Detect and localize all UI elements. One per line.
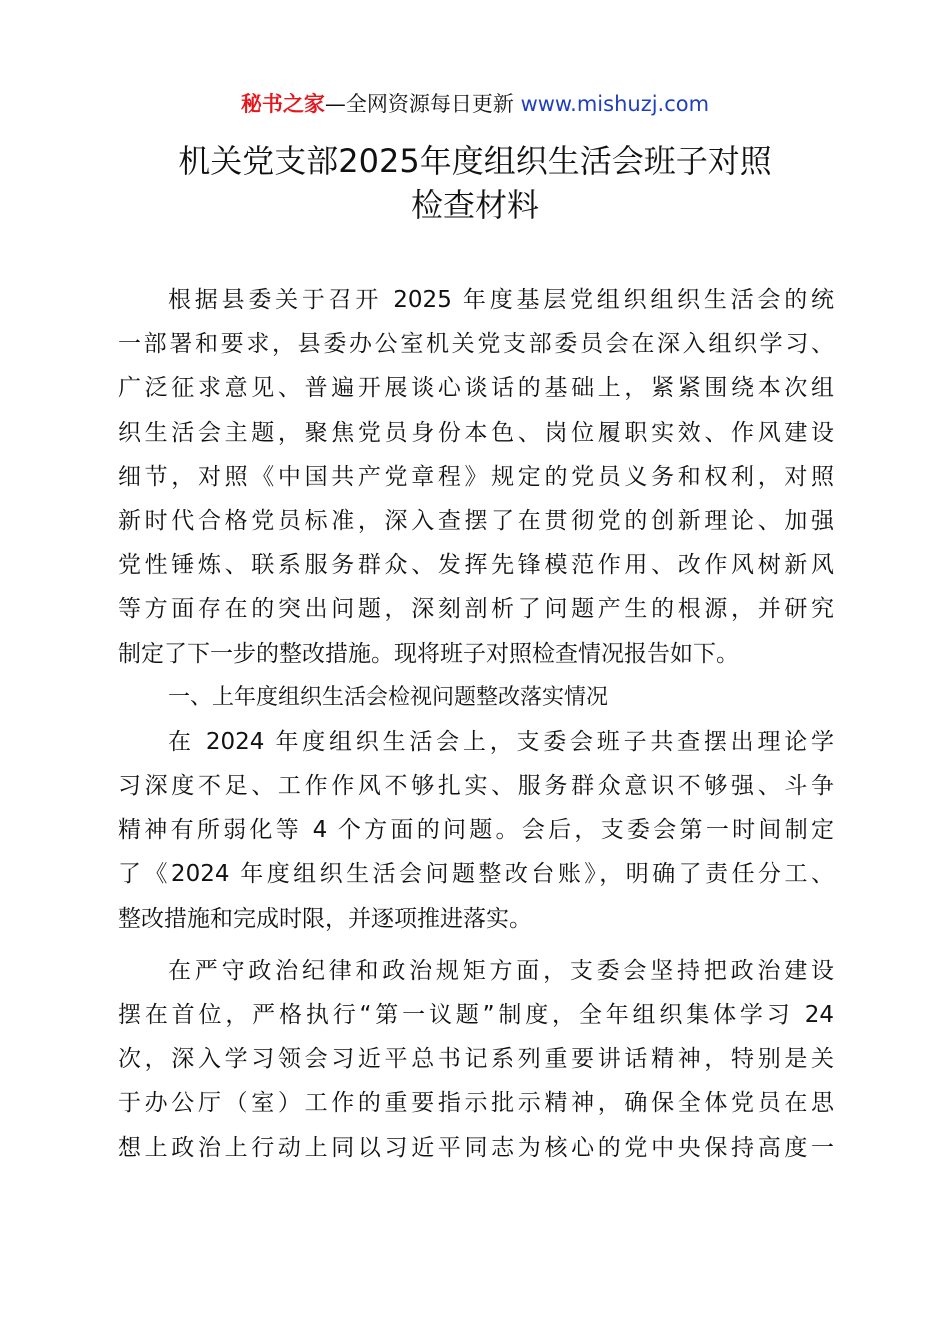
paragraph-1 xyxy=(118,278,834,676)
paragraph-line: 整改措施和完成时限，并逐项推进落实。 xyxy=(118,905,532,932)
paragraph-line: 摆在首位，严格执行“第一议题”制度，全年组织集体学习 24 xyxy=(118,1002,834,1028)
paragraph-line: 新时代合格党员标准，深入查摆了在贯彻党的创新理论、加强 xyxy=(118,507,834,534)
paragraph-2 xyxy=(118,720,834,941)
document-title xyxy=(100,139,850,227)
paragraph-line: 在严守政治纪律和政治规矩方面，支委会坚持把政治建设 xyxy=(168,957,834,984)
document-body xyxy=(118,278,834,1170)
section-heading-1: 一、上年度组织生活会检视问题整改落实情况 xyxy=(168,684,609,710)
site-url-link[interactable]: www.mishuzj.com xyxy=(520,92,710,116)
paragraph-line: 次，深入学习领会习近平总书记系列重要讲话精神，特别是关 xyxy=(118,1046,834,1073)
paragraph-line: 根据县委关于召开 2025 年度基层党组织组织生活会的统 xyxy=(168,287,834,313)
paragraph-line: 了《2024 年度组织生活会问题整改台账》，明确了责任分工、 xyxy=(118,861,834,888)
brand-name: 秘书之家 xyxy=(240,92,325,116)
banner-tagline: —全网资源每日更新 xyxy=(324,92,521,116)
paragraph-line: 制定了下一步的整改措施。现将班子对照检查情况报告如下。 xyxy=(118,640,739,667)
title-line-1: 机关党支部2025年度组织生活会班子对照 xyxy=(178,142,772,180)
paragraph-line: 精神有所弱化等 4 个方面的问题。会后，支委会第一时间制定 xyxy=(118,817,834,844)
paragraph-line: 等方面存在的突出问题，深刻剖析了问题产生的根源，并研究 xyxy=(118,596,834,623)
header-banner xyxy=(0,89,950,119)
title-line-2: 检查材料 xyxy=(410,186,539,224)
paragraph-line: 党性锤炼、联系服务群众、发挥先锋模范作用、改作风树新风 xyxy=(118,552,834,579)
paragraph-line: 习深度不足、工作作风不够扎实、服务群众意识不够强、斗争 xyxy=(118,773,834,800)
paragraph-line: 广泛征求意见、普遍开展谈心谈话的基础上，紧紧围绕本次组 xyxy=(118,375,834,402)
paragraph-line: 想上政治上行动上同以习近平同志为核心的党中央保持高度一 xyxy=(118,1134,834,1161)
paragraph-line: 于办公厅（室）工作的重要指示批示精神，确保全体党员在思 xyxy=(118,1090,834,1117)
paragraph-3 xyxy=(118,949,834,1170)
paragraph-line: 在 2024 年度组织生活会上，支委会班子共查摆出理论学 xyxy=(168,728,834,755)
paragraph-line: 织生活会主题，聚焦党员身份本色、岗位履职实效、作风建设 xyxy=(118,419,834,446)
paragraph-gap xyxy=(118,941,834,949)
paragraph-line: 一部署和要求，县委办公室机关党支部委员会在深入组织学习、 xyxy=(118,331,834,358)
paragraph-line: 细节，对照《中国共产党章程》规定的党员义务和权利，对照 xyxy=(118,463,834,490)
